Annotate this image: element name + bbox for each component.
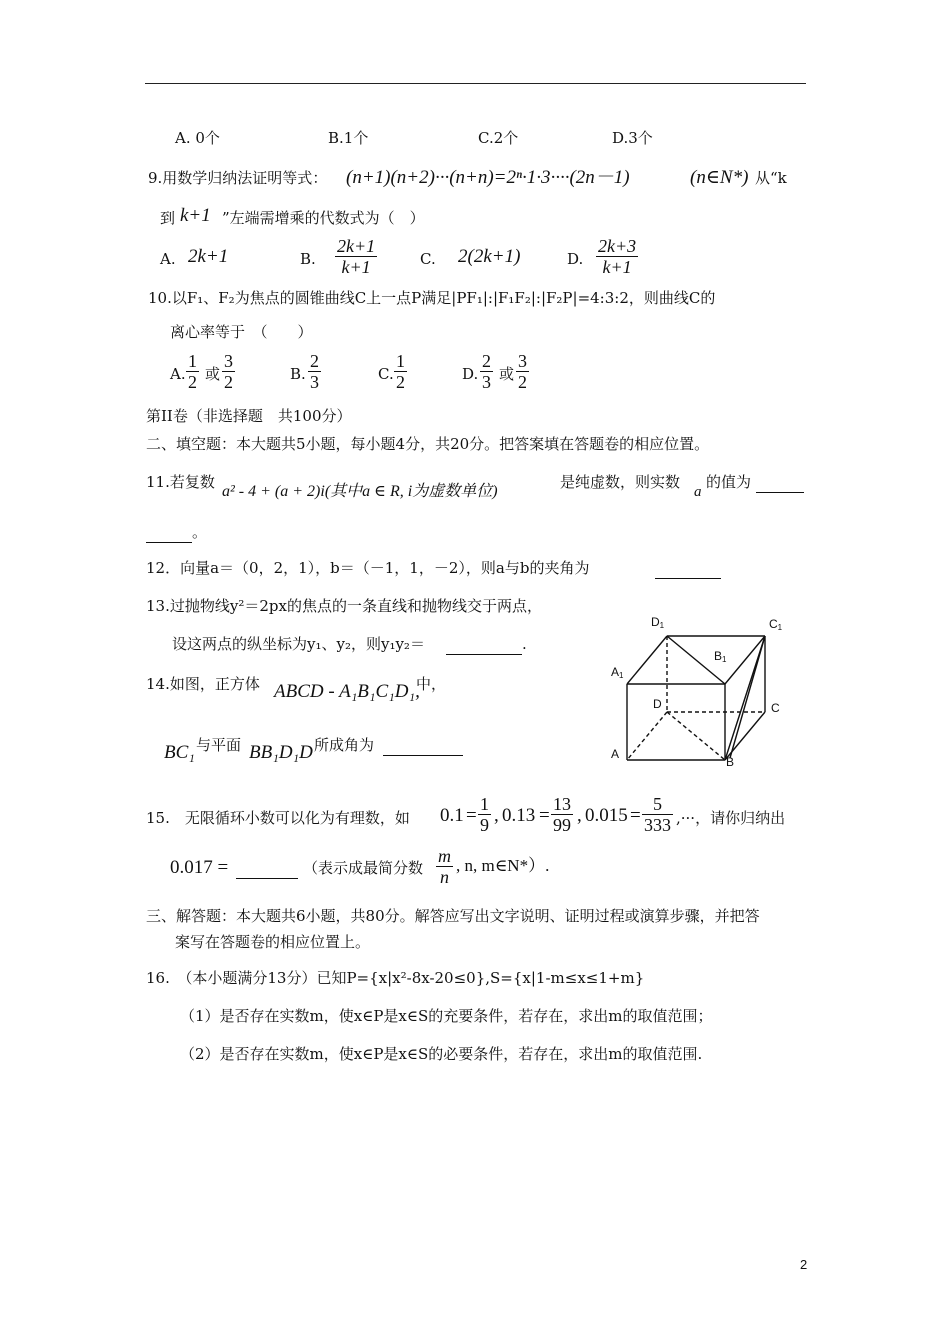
q15-mn-num: m [438,846,451,866]
q10-a-or: 或 [205,365,221,383]
q15-comma1: , [494,805,499,826]
q10-a-num1: 1 [188,351,197,371]
q15-lead: 15. 无限循环小数可以化为有理数，如 [146,809,410,827]
label-d: D [653,697,662,711]
q13-line1: 13.过抛物线y²＝2px的焦点的一条直线和抛物线交于两点， [146,597,542,615]
q12-blank [655,558,721,579]
part3-line1: 三、解答题：本大题共6小题，共80分。解答应写出文字说明、证明过程或演算步骤，并把答 [146,907,760,925]
q10-d-fraction-2 [516,351,529,392]
q15-f2-den: 99 [553,815,571,835]
q11-blank-2 [146,522,192,543]
page-number: 2 [800,1257,808,1272]
q9-lead: 9.用数学归纳法证明等式： [148,169,328,187]
q9-d-label: D. [567,250,584,268]
q14-line2-mid: 与平面 [196,736,242,754]
q15-ex2-decimal: 0.13 [502,805,536,826]
q15-eq3: = [630,805,641,826]
q15-mn-den: n [440,867,449,887]
label-c1-sub: 1 [777,623,783,632]
part2-section-heading: 二、填空题：本大题共5小题，每小题4分，共20分。把答案填在答题卷的相应位置。 [146,435,710,453]
q10-d-num2: 3 [518,351,527,371]
q8-option-a: A. 0个 [175,129,220,147]
q9-line2-post: ”左端需增乘的代数式为（ ） [222,209,425,227]
q15-ex2-fraction [551,794,573,835]
q15-line2-text: （表示成最简分数 [303,859,424,877]
q9-b-fraction [335,236,377,277]
q8-option-c: C.2个 [478,129,519,147]
q9-b-denominator: k+1 [341,257,371,277]
part2-title: 第II卷（非选择题 共100分） [146,407,352,425]
label-b: B [726,755,735,769]
q15-blank [236,858,298,879]
label-a1-sub: 1 [619,671,624,680]
q10-c-label: C. [378,365,394,383]
label-c1 [769,617,783,632]
q10-c-den: 2 [396,372,405,392]
q11-expression: a² - 4 + (a + 2)i(其中a ∈ R, i为虚数单位) [222,483,498,500]
q15-line2-fraction [436,846,453,887]
q11-tail: 的值为 [706,473,752,491]
q16-part1: （1）是否存在实数m，使x∈P是x∈S的充要条件，若存在，求出m的取值范围； [180,1007,713,1025]
q14-line2-plane: BB₁D₁D [249,742,313,763]
q15-f1-den: 9 [480,815,489,835]
q10-a-fraction-2 [222,351,235,392]
q9-line2-pre: 到 [160,209,176,227]
q10-d-den1: 3 [482,372,491,392]
q10-a-den1: 2 [188,372,197,392]
q10-a-den2: 2 [224,372,233,392]
q9-d-fraction [596,236,638,277]
edge-c1b1 [725,636,765,684]
diag-c1b-2 [730,636,765,758]
label-d1-letter: D [651,615,660,629]
q13-line2: 设这两点的纵坐标为y₁、y₂，则y₁y₂＝ [172,635,425,653]
q14-line2-tail: 所成角为 [314,736,375,754]
q8-option-d: D.3个 [612,129,653,147]
q9-condition: (n∈N*) [690,167,749,188]
q16-lead: 16. （本小题满分13分）已知P={x|x²-8x-20≤0},S={x|1-m≤x≤1+m} [146,969,645,987]
q15-f1-num: 1 [480,794,489,814]
q15-f2-num: 13 [553,794,571,814]
label-b1 [714,649,727,664]
part3-line2: 案写在答题卷的相应位置上。 [175,933,371,951]
q15-tail: ,···，请你归纳出 [676,809,786,827]
q10-c-fraction [394,351,407,392]
q11-blank-1 [756,472,804,493]
q9-formula: (n+1)(n+2)···(n+n)=2ⁿ·1·3····(2n－1) [346,167,630,188]
q9-d-numerator: 2k+3 [598,236,637,256]
q9-a-label: A. [160,250,176,268]
q10-d-or: 或 [499,365,515,383]
edge-a1d1 [627,636,667,684]
header-rule [145,83,806,84]
q16-part2: （2）是否存在实数m，使x∈P是x∈S的必要条件，若存在，求出m的取值范围. [180,1045,703,1063]
label-b1-sub: 1 [722,655,727,664]
q10-b-fraction [308,351,321,392]
q9-a-value: 2k+1 [188,246,229,267]
q15-ex1-fraction [478,794,491,835]
q9-c-label: C. [420,250,436,268]
q12-text: 12．向量a＝（0，2，1），b＝（－1，1，－2），则a与b的夹角为 [146,559,590,577]
q10-a-label: A. [170,365,186,383]
q9-tail: 从“k [755,169,787,187]
q15-comma2: , [577,805,582,826]
q8-option-b: B.1个 [328,129,369,147]
q11-lead: 11.若复数 [146,473,215,491]
q10-line2: 离心率等于 （ ） [170,323,313,341]
q9-c-value: 2(2k+1) [458,246,521,267]
q9-b-label: B. [300,250,316,268]
q10-b-den: 3 [310,372,319,392]
q14-blank [383,735,463,756]
q13-blank [446,634,522,655]
q15-f3-num: 5 [642,794,673,815]
q9-b-numerator: 2k+1 [337,236,376,256]
q11-mid: 是纯虚数，则实数 [560,473,681,491]
label-d1 [651,615,665,630]
q9-line2-expr: k+1 [180,205,211,226]
q14-lead: 14.如图，正方体 [146,675,260,693]
q15-f3-den: 333 [644,815,671,835]
q15-eq1: = [466,805,477,826]
hidden-da [627,712,667,760]
q15-ex3-fraction [642,794,673,835]
label-a: A [611,747,620,761]
q14-expression: ABCD - A₁B₁C₁D₁, [274,681,420,702]
q15-ex3-decimal: 0.015 [585,805,628,826]
q15-ex1-decimal: 0.1 [440,805,464,826]
hidden-db [667,712,725,760]
q15-eq2: = [539,805,550,826]
q10-d-num1: 2 [482,351,491,371]
q10-d-den2: 2 [518,372,527,392]
cube-figure [605,610,795,775]
label-d1-sub: 1 [659,621,665,630]
q10-line1: 10.以F₁、F₂为焦点的圆锥曲线C上一点P满足|PF₁|:|F₁F₂|:|F₂P|=4:3:2，则曲线C的 [148,289,716,307]
label-c1-letter: C [769,617,778,631]
q10-b-label: B. [290,365,306,383]
q11-end: 。 [192,523,208,541]
q10-a-fraction-1 [186,351,199,392]
label-a1 [611,665,624,680]
label-c: C [771,701,780,715]
label-a1-letter: A [611,665,620,679]
q11-var: a [694,484,702,500]
q10-a-num2: 3 [224,351,233,371]
q15-line2-end: , n, m∈N*）. [456,856,550,875]
q10-d-fraction-1 [480,351,493,392]
q10-c-num: 1 [396,351,405,371]
q10-b-num: 2 [310,351,319,371]
label-b1-letter: B [714,649,723,663]
q13-end: . [522,635,527,653]
q10-d-label: D. [462,365,479,383]
q9-d-denominator: k+1 [602,257,632,277]
q14-line2-var: BC₁ [164,742,195,763]
q14-mid: 中， [416,675,447,693]
q15-line2-value: 0.017 = [170,857,229,878]
